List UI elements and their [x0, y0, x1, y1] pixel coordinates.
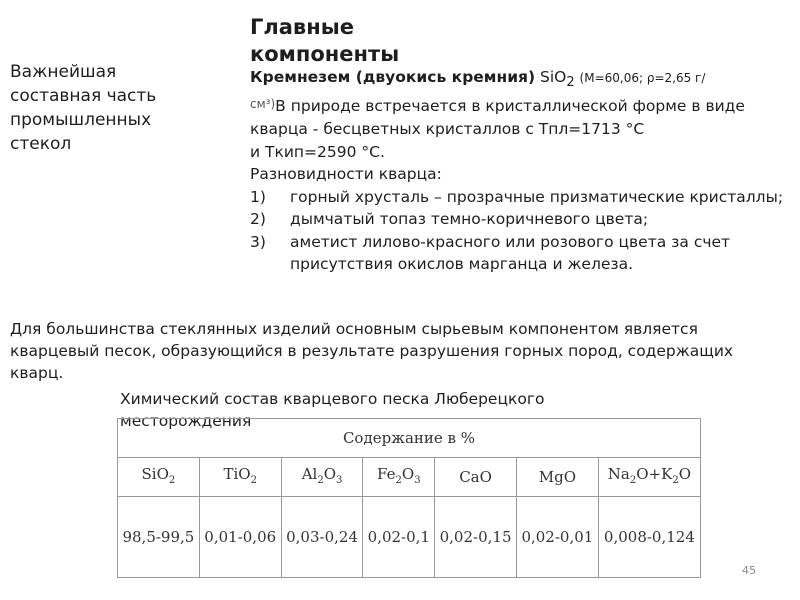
oxide-cell: $Al_2O_3$	[281, 458, 363, 497]
list-number: 1)	[250, 187, 266, 206]
value-cell: 0,008-0,124	[598, 497, 700, 578]
oxide-cell: SiO$_2$	[118, 458, 200, 497]
list-text: дымчатый топаз темно-коричневого цвета;	[290, 210, 649, 229]
value-cell: 0,02-0,01	[516, 497, 598, 578]
table-header-cell: Содержание в %	[118, 419, 701, 458]
heading-bold: Кремнезем (двуокись кремния)	[250, 68, 536, 86]
list-text: аметист лилово-красного или розового цвета за счет присутствия окислов марганца и железа.	[290, 232, 731, 274]
oxide-cell: MgO	[516, 458, 598, 497]
table-row	[118, 497, 701, 578]
list-number: 3)	[250, 232, 266, 251]
main-line-3: Разновидности кварца:	[250, 165, 442, 184]
quartz-heading	[250, 66, 790, 95]
list-number: 2)	[250, 210, 266, 229]
value-cell: 0,02-0,1	[363, 497, 435, 578]
main-line-1: см³)В природе встречается в кристаллической форме в виде кварца - бесцветных кристаллов с Тпл=1713 °С	[250, 95, 790, 141]
oxide-cell: TiO$_2$	[199, 458, 281, 497]
main-line-2: и Ткип=2590 °С.	[250, 142, 385, 161]
oxide-cell: CaO	[435, 458, 517, 497]
table-header-row	[118, 419, 701, 458]
heading-params-unit: см³)	[250, 96, 276, 111]
heading-params: (М=60,06; ρ=2,65 г/	[579, 71, 706, 85]
slide-title: Главные компоненты	[250, 15, 400, 66]
page-number: 45	[742, 564, 756, 577]
list-item	[250, 208, 790, 231]
value-cell: 0,03-0,24	[281, 497, 363, 578]
value-cell: 0,01-0,06	[199, 497, 281, 578]
heading-formula: SiO$_2$	[540, 68, 575, 91]
list-item	[250, 231, 790, 276]
oxide-cell: $Na_2O+K_2O$	[598, 458, 700, 497]
value-cell: 0,02-0,15	[435, 497, 517, 578]
list-text: горный хрусталь – прозрачные призматические кристаллы;	[290, 187, 784, 206]
value-cell: 98,5-99,5	[118, 497, 200, 578]
table-caption: Химический состав кварцевого песка Люберецкого месторождения	[120, 390, 545, 430]
composition-table	[117, 418, 701, 578]
main-text-block	[250, 66, 790, 276]
table-row	[118, 458, 701, 497]
oxide-cell: $Fe_2O_3$	[363, 458, 435, 497]
list-item	[250, 186, 790, 209]
bottom-paragraph: Для большинства стеклянных изделий основным сырьевым компонентом является кварцевый песок, образующийся в результате разрушения горных пород, содержащих кварц.	[10, 320, 734, 382]
left-caption: Важнейшая составная часть промышленных стекол	[10, 62, 157, 154]
